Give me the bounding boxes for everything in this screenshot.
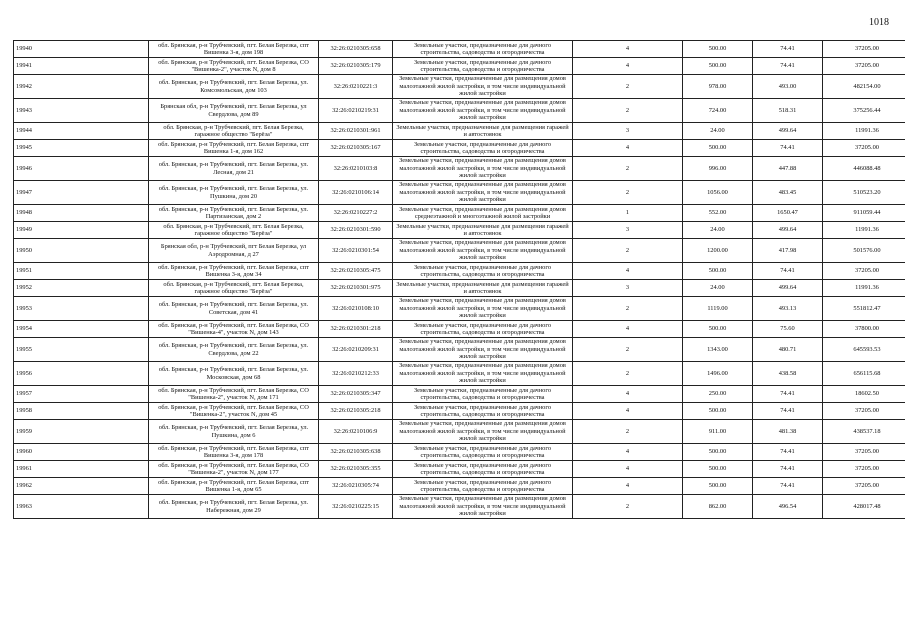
address-cell: обл. Брянская, р-н Трубчевский, пгт. Белая Березка, СО "Вишенка-2", участок N, дом 45 [149,403,319,420]
table-body [14,41,905,519]
page-number: 1018 [869,17,889,28]
specific-value-cell: 1650.47 [753,205,823,222]
cadastral-value-cell: 438537.18 [823,420,905,444]
address-cell: обл. Брянская, р-н Трубчевский, пгт. Белая Березка, СО "Вишенка-2", участок N, дом 177 [149,461,319,478]
land-use-cell: Земельные участки, предназначенные для дачного строительства, садоводства и огородничества [393,58,573,75]
land-use-cell: Земельные участки, предназначенные для дачного строительства, садоводства и огородничества [393,41,573,58]
specific-value-cell: 74.41 [753,58,823,75]
specific-value-cell: 74.41 [753,41,823,58]
cadastral-value-cell: 645593.53 [823,338,905,362]
cadastral-value-cell: 446088.48 [823,157,905,181]
area-cell: 500.00 [683,478,753,495]
land-use-cell: Земельные участки, предназначенные для размещения домов малоэтажной жилой застройки, в том числе индивидуальной жилой застройки [393,362,573,386]
area-cell: 552.00 [683,205,753,222]
area-cell: 500.00 [683,41,753,58]
row-number-cell: 19960 [14,444,149,461]
use-group-cell: 2 [573,99,683,123]
cadastral-value-cell: 37205.00 [823,58,905,75]
cadastral-number-cell: 32:26:0210305:74 [319,478,393,495]
cadastral-value-cell: 911059.44 [823,205,905,222]
area-cell: 24.00 [683,123,753,140]
cadastral-value-cell: 11991.36 [823,222,905,239]
cadastral-value-cell: 510523.20 [823,181,905,205]
row-number-cell: 19941 [14,58,149,75]
use-group-cell: 3 [573,280,683,297]
cadastral-number-cell: 32:26:0210305:658 [319,41,393,58]
use-group-cell: 2 [573,239,683,263]
land-use-cell: Земельные участки, предназначенные для размещения домов малоэтажной жилой застройки, в том числе индивидуальной жилой застройки [393,75,573,99]
cadastral-value-cell: 482154.00 [823,75,905,99]
cadastral-value-cell: 11991.36 [823,280,905,297]
row-number-cell: 19952 [14,280,149,297]
row-number-cell: 19963 [14,495,149,519]
table-row [14,58,905,75]
area-cell: 996.00 [683,157,753,181]
table-row [14,205,905,222]
area-cell: 1343.00 [683,338,753,362]
cadastral-value-cell: 37205.00 [823,263,905,280]
area-cell: 500.00 [683,140,753,157]
cadastral-value-cell: 428017.48 [823,495,905,519]
area-cell: 1200.00 [683,239,753,263]
address-cell: обл. Брянская, р-н Трубчевский, пгт. Белая Березка, ул. Лесная, дом 21 [149,157,319,181]
land-use-cell: Земельные участки, предназначенные для размещения домов малоэтажной жилой застройки, в том числе индивидуальной жилой застройки [393,420,573,444]
address-cell: обл. Брянская, р-н Трубчевский, пгт. Белая Березка, ул. Пушкина, дом 6 [149,420,319,444]
specific-value-cell: 74.41 [753,478,823,495]
address-cell: обл. Брянская, р-н Трубчевский, пгт. Белая Березка, спт Вишенка 1-я, дом 162 [149,140,319,157]
address-cell: обл. Брянская, р-н Трубчевский, пгт. Белая Березка, гаражное общество "Берёза" [149,222,319,239]
address-cell: обл. Брянская, р-н Трубчевский, пгт. Белая Березка, ул. Московская, дом 68 [149,362,319,386]
row-number-cell: 19955 [14,338,149,362]
cadastral-number-cell: 32:26:0210227:2 [319,205,393,222]
address-cell: Брянская обл, р-н Трубчевский, пгт. Белая Березка, ул Свердлова, дом 89 [149,99,319,123]
table-row [14,420,905,444]
land-use-cell: Земельные участки, предназначенные для размещения гаражей и автостоянок [393,222,573,239]
specific-value-cell: 74.41 [753,403,823,420]
address-cell: обл. Брянская, р-н Трубчевский, пгт. Белая Березка, ул. Набережная, дом 29 [149,495,319,519]
use-group-cell: 4 [573,321,683,338]
cadastral-number-cell: 32:26:0210305:167 [319,140,393,157]
row-number-cell: 19942 [14,75,149,99]
table-row [14,99,905,123]
address-cell: обл. Брянская, р-н Трубчевский, пгт. Белая Березка, гаражное общество "Берёза" [149,280,319,297]
row-number-cell: 19948 [14,205,149,222]
area-cell: 500.00 [683,444,753,461]
table-row [14,157,905,181]
use-group-cell: 4 [573,58,683,75]
table-row [14,403,905,420]
cadastral-number-cell: 32:26:0210305:218 [319,403,393,420]
table-row [14,386,905,403]
area-cell: 500.00 [683,403,753,420]
specific-value-cell: 481.38 [753,420,823,444]
specific-value-cell: 447.88 [753,157,823,181]
land-use-cell: Земельные участки, предназначенные для размещения домов малоэтажной жилой застройки, в том числе индивидуальной жилой застройки [393,181,573,205]
specific-value-cell: 483.45 [753,181,823,205]
area-cell: 500.00 [683,58,753,75]
specific-value-cell: 438.58 [753,362,823,386]
cadastral-value-cell: 37205.00 [823,140,905,157]
use-group-cell: 4 [573,386,683,403]
land-use-cell: Земельные участки, предназначенные для размещения домов малоэтажной жилой застройки, в том числе индивидуальной жилой застройки [393,157,573,181]
table-row [14,495,905,519]
table-row [14,444,905,461]
area-cell: 862.00 [683,495,753,519]
land-use-cell: Земельные участки, предназначенные для размещения домов малоэтажной жилой застройки, в том числе индивидуальной жилой застройки [393,495,573,519]
cadastral-number-cell: 32:26:0210106:9 [319,420,393,444]
area-cell: 1496.00 [683,362,753,386]
cadastral-number-cell: 32:26:0210305:638 [319,444,393,461]
cadastral-value-cell: 37205.00 [823,444,905,461]
address-cell: обл. Брянская, р-н Трубчевский, пгт. Белая Березка, гаражное общество "Берёза" [149,123,319,140]
use-group-cell: 2 [573,181,683,205]
specific-value-cell: 74.41 [753,461,823,478]
specific-value-cell: 74.41 [753,386,823,403]
specific-value-cell: 417.98 [753,239,823,263]
row-number-cell: 19950 [14,239,149,263]
use-group-cell: 3 [573,222,683,239]
use-group-cell: 4 [573,444,683,461]
row-number-cell: 19943 [14,99,149,123]
cadastral-number-cell: 32:26:0210305:355 [319,461,393,478]
specific-value-cell: 493.00 [753,75,823,99]
address-cell: обл. Брянская, р-н Трубчевский, пгт. Белая Березка, спт Вишенка 3-я, дом 198 [149,41,319,58]
area-cell: 724.00 [683,99,753,123]
row-number-cell: 19945 [14,140,149,157]
area-cell: 24.00 [683,222,753,239]
use-group-cell: 4 [573,403,683,420]
specific-value-cell: 75.60 [753,321,823,338]
specific-value-cell: 496.54 [753,495,823,519]
address-cell: обл. Брянская, р-н Трубчевский, пгт. Белая Березка, спт Вишенка 3-я, дом 178 [149,444,319,461]
area-cell: 500.00 [683,461,753,478]
specific-value-cell: 499.64 [753,222,823,239]
specific-value-cell: 74.41 [753,140,823,157]
cadastral-number-cell: 32:26:0210209:31 [319,338,393,362]
cadastral-value-cell: 37205.00 [823,403,905,420]
table-row [14,239,905,263]
address-cell: обл. Брянская, р-н Трубчевский, пгт. Белая Березка, спт Вишенка 1-я, дом 65 [149,478,319,495]
area-cell: 250.00 [683,386,753,403]
cadastral-number-cell: 32:26:0210212:33 [319,362,393,386]
address-cell: обл. Брянская, р-н Трубчевский, пгт. Белая Березка, СО "Вишенка-4", участок N, дом 143 [149,321,319,338]
area-cell: 24.00 [683,280,753,297]
cadastral-value-cell: 37205.00 [823,478,905,495]
address-cell: обл. Брянская, р-н Трубчевский, пгт. Белая Березка, ул. Советская, дом 41 [149,297,319,321]
specific-value-cell: 518.31 [753,99,823,123]
use-group-cell: 4 [573,140,683,157]
area-cell: 911.00 [683,420,753,444]
use-group-cell: 2 [573,297,683,321]
address-cell: обл. Брянская, р-н Трубчевский, пгт. Белая Березка, СО "Вишенка-2", участок N, дом 8 [149,58,319,75]
table-row [14,478,905,495]
land-use-cell: Земельные участки, предназначенные для дачного строительства, садоводства и огородничества [393,403,573,420]
row-number-cell: 19951 [14,263,149,280]
cadastral-value-cell: 18602.50 [823,386,905,403]
table-row [14,123,905,140]
cadastral-number-cell: 32:26:0210225:15 [319,495,393,519]
table-row [14,338,905,362]
row-number-cell: 19957 [14,386,149,403]
land-use-cell: Земельные участки, предназначенные для дачного строительства, садоводства и огородничества [393,321,573,338]
cadastral-number-cell: 32:26:0210301:961 [319,123,393,140]
area-cell: 978.00 [683,75,753,99]
table-row [14,362,905,386]
specific-value-cell: 74.41 [753,263,823,280]
land-use-cell: Земельные участки, предназначенные для размещения домов среднеэтажной и многоэтажной жилой застройки [393,205,573,222]
land-use-cell: Земельные участки, предназначенные для размещения гаражей и автостоянок [393,123,573,140]
use-group-cell: 2 [573,420,683,444]
land-use-cell: Земельные участки, предназначенные для размещения домов малоэтажной жилой застройки, в том числе индивидуальной жилой застройки [393,297,573,321]
cadastral-value-cell: 37205.00 [823,461,905,478]
specific-value-cell: 74.41 [753,444,823,461]
area-cell: 1119.00 [683,297,753,321]
cadastral-number-cell: 32:26:0210301:590 [319,222,393,239]
cadastral-number-cell: 32:26:0210103:8 [319,157,393,181]
row-number-cell: 19947 [14,181,149,205]
cadastral-number-cell: 32:26:0210219:31 [319,99,393,123]
row-number-cell: 19940 [14,41,149,58]
use-group-cell: 2 [573,75,683,99]
land-registry-table [13,40,905,519]
specific-value-cell: 480.71 [753,338,823,362]
table-row [14,280,905,297]
cadastral-number-cell: 32:26:0210301:218 [319,321,393,338]
area-cell: 500.00 [683,321,753,338]
address-cell: обл. Брянская, р-н Трубчевский, пгт. Белая Березка, ул. Комсомольская, дом 103 [149,75,319,99]
cadastral-number-cell: 32:26:0210106:14 [319,181,393,205]
cadastral-value-cell: 37800.00 [823,321,905,338]
table-row [14,140,905,157]
row-number-cell: 19961 [14,461,149,478]
table-row [14,75,905,99]
cadastral-number-cell: 32:26:0210301:975 [319,280,393,297]
use-group-cell: 4 [573,461,683,478]
table-row [14,321,905,338]
land-use-cell: Земельные участки, предназначенные для дачного строительства, садоводства и огородничества [393,386,573,403]
use-group-cell: 2 [573,362,683,386]
cadastral-number-cell: 32:26:0210305:475 [319,263,393,280]
use-group-cell: 1 [573,205,683,222]
table-row [14,181,905,205]
cadastral-number-cell: 32:26:0210305:179 [319,58,393,75]
table-row [14,297,905,321]
row-number-cell: 19958 [14,403,149,420]
use-group-cell: 2 [573,495,683,519]
cadastral-value-cell: 11991.36 [823,123,905,140]
specific-value-cell: 493.13 [753,297,823,321]
cadastral-value-cell: 501576.00 [823,239,905,263]
cadastral-number-cell: 32:26:0210221:3 [319,75,393,99]
use-group-cell: 4 [573,478,683,495]
address-cell: обл. Брянская, р-н Трубчевский, пгт. Белая Березка, спт Вишенка 3-я, дом 34 [149,263,319,280]
land-use-cell: Земельные участки, предназначенные для дачного строительства, садоводства и огородничества [393,444,573,461]
table-row [14,41,905,58]
land-use-cell: Земельные участки, предназначенные для дачного строительства, садоводства и огородничества [393,263,573,280]
use-group-cell: 2 [573,338,683,362]
row-number-cell: 19944 [14,123,149,140]
land-use-cell: Земельные участки, предназначенные для дачного строительства, садоводства и огородничества [393,461,573,478]
cadastral-value-cell: 375256.44 [823,99,905,123]
table-row [14,461,905,478]
use-group-cell: 3 [573,123,683,140]
use-group-cell: 2 [573,157,683,181]
specific-value-cell: 499.64 [753,123,823,140]
land-use-cell: Земельные участки, предназначенные для размещения гаражей и автостоянок [393,280,573,297]
address-cell: обл. Брянская, р-н Трубчевский, пгт. Белая Березка, ул. Свердлова, дом 22 [149,338,319,362]
land-use-cell: Земельные участки, предназначенные для дачного строительства, садоводства и огородничества [393,478,573,495]
cadastral-value-cell: 656115.68 [823,362,905,386]
land-use-cell: Земельные участки, предназначенные для размещения домов малоэтажной жилой застройки, в том числе индивидуальной жилой застройки [393,239,573,263]
cadastral-number-cell: 32:26:0210305:347 [319,386,393,403]
row-number-cell: 19954 [14,321,149,338]
table-row [14,222,905,239]
address-cell: обл. Брянская, р-н Трубчевский, пгт. Белая Березка, ул. Партизанская, дом 2 [149,205,319,222]
row-number-cell: 19962 [14,478,149,495]
use-group-cell: 4 [573,41,683,58]
cadastral-number-cell: 32:26:0210108:10 [319,297,393,321]
area-cell: 1056.00 [683,181,753,205]
address-cell: Брянская обл, р-н Трубчевский, пгт Белая Березка, ул Аэродромная, д 27 [149,239,319,263]
land-use-cell: Земельные участки, предназначенные для размещения домов малоэтажной жилой застройки, в том числе индивидуальной жилой застройки [393,99,573,123]
area-cell: 500.00 [683,263,753,280]
cadastral-value-cell: 551812.47 [823,297,905,321]
row-number-cell: 19953 [14,297,149,321]
row-number-cell: 19959 [14,420,149,444]
specific-value-cell: 499.64 [753,280,823,297]
row-number-cell: 19949 [14,222,149,239]
address-cell: обл. Брянская, р-н Трубчевский, пгт. Белая Березка, СО "Вишенка-2", участок N, дом 171 [149,386,319,403]
use-group-cell: 4 [573,263,683,280]
cadastral-number-cell: 32:26:0210301:54 [319,239,393,263]
table-row [14,263,905,280]
land-use-cell: Земельные участки, предназначенные для дачного строительства, садоводства и огородничества [393,140,573,157]
land-use-cell: Земельные участки, предназначенные для размещения домов малоэтажной жилой застройки, в том числе индивидуальной жилой застройки [393,338,573,362]
row-number-cell: 19946 [14,157,149,181]
row-number-cell: 19956 [14,362,149,386]
cadastral-value-cell: 37205.00 [823,41,905,58]
address-cell: обл. Брянская, р-н Трубчевский, пгт. Белая Березка, ул. Пушкина, дом 20 [149,181,319,205]
